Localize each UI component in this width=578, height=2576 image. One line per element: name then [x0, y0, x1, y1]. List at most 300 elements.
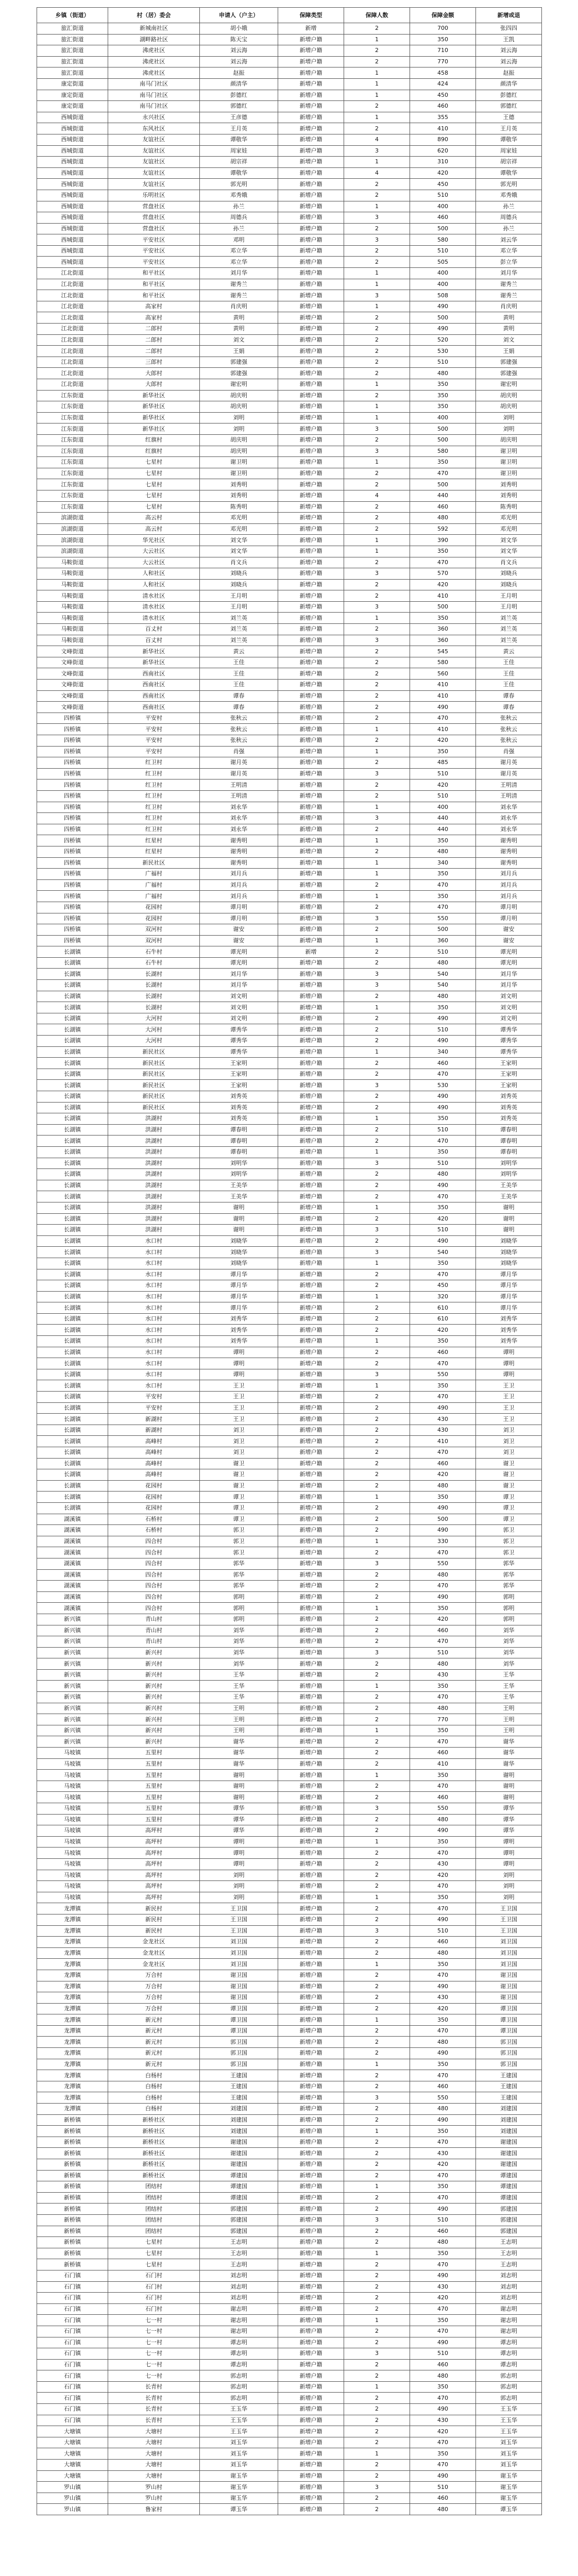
cell-change-note: 谢志明: [476, 2303, 542, 2315]
cell-applicant: 刘秀明: [200, 490, 278, 501]
cell-aid-amount: 360: [410, 635, 476, 646]
cell-township: 长湖镇: [37, 1080, 108, 1091]
cell-aid-type: 新增户籍: [278, 1614, 344, 1625]
cell-aid-type: 新增户籍: [278, 145, 344, 157]
cell-applicant: 王佳: [200, 657, 278, 668]
cell-change-note: 刘志明: [476, 2270, 542, 2281]
cell-change-note: 谭建国: [476, 2170, 542, 2181]
cell-aid-amount: 390: [410, 535, 476, 546]
cell-township: 大塘镇: [37, 2448, 108, 2460]
column-header-aid-persons: 保障人数: [344, 8, 410, 23]
cell-village: 水口村: [108, 1291, 200, 1302]
cell-aid-type: 新增户籍: [278, 2381, 344, 2393]
cell-aid-persons: 1: [344, 1892, 410, 1903]
cell-aid-type: 新增户籍: [278, 613, 344, 624]
cell-township: 湖溪镇: [37, 1525, 108, 1536]
cell-township: 马鞍街道: [37, 624, 108, 635]
cell-change-note: 孙兰: [476, 223, 542, 234]
cell-township: 新兴镇: [37, 1625, 108, 1636]
cell-applicant: 刘文华: [200, 546, 278, 557]
table-row: [37, 468, 542, 479]
cell-applicant: 谭卫: [200, 1502, 278, 1514]
cell-aid-persons: 2: [344, 257, 410, 268]
cell-aid-type: 新增户籍: [278, 1725, 344, 1736]
cell-aid-amount: 440: [410, 813, 476, 824]
cell-change-note: 郭卫: [476, 1525, 542, 1536]
cell-aid-amount: 420: [410, 735, 476, 747]
cell-aid-persons: 3: [344, 1080, 410, 1091]
cell-village: 平安村: [108, 724, 200, 735]
cell-township: 龙潭镇: [37, 2059, 108, 2070]
cell-township: 长湖镇: [37, 1046, 108, 1058]
cell-aid-amount: 490: [410, 1036, 476, 1047]
table-row: [37, 902, 542, 913]
cell-village: 石牛村: [108, 946, 200, 958]
cell-applicant: 刘卫国: [200, 1959, 278, 1970]
cell-aid-amount: 470: [410, 902, 476, 913]
cell-village: 金龙社区: [108, 1937, 200, 1948]
cell-village: 沸虎社区: [108, 45, 200, 57]
cell-village: 长湖村: [108, 1002, 200, 1013]
cell-aid-type: 新增户籍: [278, 1191, 344, 1202]
cell-village: 和平社区: [108, 268, 200, 279]
cell-township: 长湖镇: [37, 1347, 108, 1358]
cell-aid-persons: 4: [344, 490, 410, 501]
table-row: [37, 2181, 542, 2193]
cell-aid-persons: 2: [344, 2170, 410, 2181]
cell-aid-amount: 410: [410, 1436, 476, 1447]
cell-change-note: 谢建国: [476, 2137, 542, 2148]
cell-applicant: 刘志明: [200, 2281, 278, 2293]
cell-change-note: 刘文明: [476, 1002, 542, 1013]
cell-aid-type: 新增户籍: [278, 2504, 344, 2515]
cell-change-note: 郭明: [476, 1603, 542, 1614]
cell-applicant: 张秋云: [200, 713, 278, 724]
cell-applicant: 彭德红: [200, 90, 278, 101]
table-row: [37, 2359, 542, 2370]
cell-change-note: 谭春: [476, 690, 542, 702]
cell-change-note: 张秋云: [476, 713, 542, 724]
cell-township: 四桥镇: [37, 846, 108, 857]
cell-village: 乐明社区: [108, 190, 200, 201]
cell-aid-type: 新增户籍: [278, 2370, 344, 2382]
cell-applicant: 刘永华: [200, 802, 278, 813]
cell-aid-type: 新增户籍: [278, 2293, 344, 2304]
cell-change-note: 谢秀兰: [476, 290, 542, 301]
cell-aid-type: 新增: [278, 23, 344, 35]
cell-aid-type: 新增户籍: [278, 879, 344, 891]
table-row: [37, 535, 542, 546]
cell-aid-type: 新增户籍: [278, 2315, 344, 2326]
cell-aid-persons: 2: [344, 1136, 410, 1147]
cell-township: 马鞍街道: [37, 601, 108, 613]
cell-aid-type: 新增户籍: [278, 390, 344, 401]
cell-aid-persons: 2: [344, 1502, 410, 1514]
cell-village: 平安村: [108, 735, 200, 747]
cell-applicant: 郭建强: [200, 357, 278, 368]
cell-applicant: 刘明: [200, 412, 278, 423]
cell-village: 万合村: [108, 1992, 200, 2004]
cell-township: 龙潭镇: [37, 1981, 108, 1992]
cell-aid-persons: 3: [344, 913, 410, 924]
cell-village: 长青村: [108, 2404, 200, 2415]
cell-township: 龙潭镇: [37, 2070, 108, 2081]
cell-change-note: 刘明华: [476, 1169, 542, 1180]
cell-township: 江北街道: [37, 279, 108, 290]
table-row: [37, 1380, 542, 1392]
table-row: [37, 969, 542, 980]
cell-aid-persons: 3: [344, 1158, 410, 1169]
cell-township: 江北街道: [37, 379, 108, 391]
cell-aid-type: 新增户籍: [278, 1848, 344, 1859]
cell-aid-type: 新增户籍: [278, 2404, 344, 2415]
cell-aid-persons: 3: [344, 1225, 410, 1236]
cell-applicant: 郭志明: [200, 2393, 278, 2404]
cell-aid-amount: 580: [410, 657, 476, 668]
table-row: [37, 2404, 542, 2415]
cell-change-note: 谢明: [476, 1792, 542, 1803]
cell-applicant: 郭明: [200, 1591, 278, 1603]
cell-township: 江北街道: [37, 268, 108, 279]
table-row: [37, 1136, 542, 1147]
cell-change-note: 谢玉华: [476, 2482, 542, 2493]
column-header-village: 村（居）委会: [108, 8, 200, 23]
cell-aid-amount: 350: [410, 1492, 476, 1503]
table-row: [37, 1547, 542, 1558]
cell-aid-type: 新增户籍: [278, 557, 344, 568]
cell-aid-amount: 430: [410, 1992, 476, 2004]
cell-applicant: 谢安: [200, 924, 278, 936]
cell-change-note: 刘明: [476, 412, 542, 423]
cell-aid-type: 新增户籍: [278, 1247, 344, 1258]
cell-township: 四桥镇: [37, 857, 108, 869]
cell-village: 七一村: [108, 2326, 200, 2337]
cell-aid-amount: 350: [410, 34, 476, 45]
cell-aid-persons: 3: [344, 423, 410, 435]
cell-change-note: 郭建国: [476, 2226, 542, 2237]
cell-aid-persons: 1: [344, 90, 410, 101]
cell-village: 四合村: [108, 1603, 200, 1614]
cell-change-note: 谭光明: [476, 957, 542, 969]
cell-village: 洪湖村: [108, 1158, 200, 1169]
cell-aid-type: 新增户籍: [278, 179, 344, 190]
cell-change-note: 谭月明: [476, 913, 542, 924]
cell-aid-amount: 510: [410, 245, 476, 257]
cell-aid-persons: 2: [344, 1191, 410, 1202]
cell-aid-amount: 480: [410, 957, 476, 969]
cell-village: 新民社区: [108, 857, 200, 869]
cell-aid-type: 新增户籍: [278, 1792, 344, 1803]
cell-aid-amount: 400: [410, 201, 476, 212]
cell-change-note: 谭春明: [476, 1146, 542, 1158]
cell-village: 七星村: [108, 490, 200, 501]
cell-township: 西城街道: [37, 134, 108, 145]
cell-aid-persons: 2: [344, 357, 410, 368]
cell-aid-persons: 3: [344, 2214, 410, 2226]
cell-change-note: 王建国: [476, 2070, 542, 2081]
cell-applicant: 刘月兵: [200, 879, 278, 891]
cell-aid-persons: 2: [344, 2415, 410, 2426]
cell-village: 青山村: [108, 1625, 200, 1636]
cell-village: 七星村: [108, 2259, 200, 2270]
cell-applicant: 刘明: [200, 423, 278, 435]
cell-village: 大云社区: [108, 546, 200, 557]
cell-change-note: 郭光明: [476, 179, 542, 190]
cell-aid-persons: 2: [344, 468, 410, 479]
table-row: [37, 45, 542, 57]
cell-aid-persons: 3: [344, 446, 410, 457]
cell-applicant: 刘建国: [200, 2126, 278, 2137]
cell-aid-type: 新增户籍: [278, 1703, 344, 1714]
cell-applicant: 刘明: [200, 1892, 278, 1903]
cell-aid-type: 新增户籍: [278, 546, 344, 557]
cell-aid-persons: 2: [344, 2259, 410, 2270]
cell-applicant: 刘秀明: [200, 479, 278, 490]
cell-township: 石门镇: [37, 2326, 108, 2337]
cell-aid-persons: 1: [344, 746, 410, 757]
cell-aid-persons: 2: [344, 2070, 410, 2081]
cell-aid-type: 新增户籍: [278, 357, 344, 368]
cell-aid-amount: 470: [410, 2326, 476, 2337]
cell-aid-persons: 2: [344, 2192, 410, 2204]
cell-aid-amount: 350: [410, 2381, 476, 2393]
cell-aid-amount: 420: [410, 167, 476, 179]
table-row: [37, 579, 542, 590]
cell-aid-amount: 350: [410, 1770, 476, 1781]
cell-change-note: 谭玉华: [476, 2504, 542, 2515]
cell-change-note: 王月明: [476, 590, 542, 602]
table-row: [37, 1658, 542, 1670]
cell-change-note: 王凯: [476, 34, 542, 45]
cell-township: 长湖镇: [37, 1414, 108, 1425]
cell-change-note: 郭德红: [476, 101, 542, 112]
cell-applicant: 谭华: [200, 1814, 278, 1825]
cell-township: 新兴镇: [37, 1636, 108, 1648]
cell-aid-amount: 470: [410, 1136, 476, 1147]
cell-aid-amount: 490: [410, 1825, 476, 1837]
cell-applicant: 谢秀明: [200, 835, 278, 846]
cell-applicant: 黄云: [200, 646, 278, 657]
cell-aid-persons: 2: [344, 1392, 410, 1403]
cell-aid-type: 新增户籍: [278, 1692, 344, 1703]
table-row: [37, 2204, 542, 2215]
cell-village: 四合村: [108, 1547, 200, 1558]
cell-aid-persons: 2: [344, 1825, 410, 1837]
cell-aid-type: 新增户籍: [278, 2460, 344, 2471]
cell-aid-type: 新增户籍: [278, 2226, 344, 2237]
cell-applicant: 黄明: [200, 324, 278, 335]
cell-change-note: 王家明: [476, 1058, 542, 1069]
cell-village: 七星村: [108, 2237, 200, 2248]
cell-aid-type: 新增户籍: [278, 991, 344, 1002]
cell-township: 西城街道: [37, 190, 108, 201]
cell-aid-type: 新增户籍: [278, 1770, 344, 1781]
cell-aid-type: 新增户籍: [278, 1069, 344, 1080]
cell-aid-type: 新增户籍: [278, 324, 344, 335]
cell-change-note: 谢宏明: [476, 379, 542, 391]
cell-change-note: 郭志明: [476, 2381, 542, 2393]
cell-aid-type: 新增户籍: [278, 1225, 344, 1236]
cell-aid-persons: 2: [344, 1814, 410, 1825]
cell-aid-amount: 480: [410, 2104, 476, 2115]
cell-aid-amount: 460: [410, 101, 476, 112]
cell-aid-amount: 470: [410, 2303, 476, 2315]
cell-aid-type: 新增户籍: [278, 2114, 344, 2126]
cell-township: 湖溪镇: [37, 1591, 108, 1603]
cell-applicant: 邓立华: [200, 257, 278, 268]
cell-township: 长湖镇: [37, 1436, 108, 1447]
cell-applicant: 郭明: [200, 1614, 278, 1625]
cell-aid-amount: 340: [410, 1046, 476, 1058]
cell-aid-persons: 2: [344, 523, 410, 535]
cell-aid-persons: 2: [344, 2137, 410, 2148]
cell-township: 四桥镇: [37, 935, 108, 946]
cell-aid-type: 新增户籍: [278, 1870, 344, 1881]
cell-township: 马鞍街道: [37, 613, 108, 624]
cell-township: 石门镇: [37, 2303, 108, 2315]
cell-change-note: 胡庆明: [476, 390, 542, 401]
cell-aid-type: 新增户籍: [278, 2025, 344, 2037]
cell-aid-amount: 350: [410, 1113, 476, 1125]
cell-aid-amount: 490: [410, 1591, 476, 1603]
cell-township: 罗山镇: [37, 2504, 108, 2515]
cell-aid-persons: 1: [344, 268, 410, 279]
cell-village: 四合村: [108, 1536, 200, 1547]
cell-village: 花园村: [108, 1480, 200, 1492]
cell-township: 马坡镇: [37, 1814, 108, 1825]
cell-aid-persons: 2: [344, 312, 410, 324]
cell-aid-persons: 1: [344, 1603, 410, 1614]
table-row: [37, 635, 542, 646]
cell-aid-persons: 2: [344, 1124, 410, 1136]
table-row: [37, 1124, 542, 1136]
table-row: [37, 1803, 542, 1815]
table-row: [37, 412, 542, 423]
cell-township: 四桥镇: [37, 802, 108, 813]
cell-change-note: 刘明: [476, 1892, 542, 1903]
cell-aid-type: 新增户籍: [278, 590, 344, 602]
cell-applicant: 王明: [200, 1714, 278, 1725]
cell-aid-type: 新增户籍: [278, 1414, 344, 1425]
cell-township: 旅汇街道: [37, 34, 108, 45]
cell-aid-amount: 350: [410, 1681, 476, 1692]
cell-township: 西城街道: [37, 167, 108, 179]
table-row: [37, 1591, 542, 1603]
cell-aid-amount: 500: [410, 423, 476, 435]
cell-change-note: 谭卫: [476, 1514, 542, 1525]
cell-township: 长湖镇: [37, 1124, 108, 1136]
cell-aid-amount: 460: [410, 501, 476, 513]
cell-aid-amount: 350: [410, 401, 476, 413]
cell-aid-persons: 2: [344, 2226, 410, 2237]
cell-township: 长湖镇: [37, 1280, 108, 1292]
table-row: [37, 1614, 542, 1625]
cell-aid-persons: 2: [344, 1714, 410, 1725]
cell-village: 沸虎社区: [108, 67, 200, 79]
table-row: [37, 1369, 542, 1380]
table-row: [37, 223, 542, 234]
cell-aid-type: 新增户籍: [278, 1736, 344, 1748]
cell-change-note: 刘秀英: [476, 1102, 542, 1113]
cell-aid-persons: 2: [344, 501, 410, 513]
cell-village: 新湖村: [108, 1414, 200, 1425]
cell-aid-type: 新增户籍: [278, 724, 344, 735]
cell-aid-amount: 420: [410, 1870, 476, 1881]
cell-change-note: 王华: [476, 1669, 542, 1681]
cell-applicant: 王佳: [200, 680, 278, 691]
cell-change-note: 王明: [476, 1714, 542, 1725]
cell-applicant: 王家明: [200, 1058, 278, 1069]
cell-applicant: 孙兰: [200, 201, 278, 212]
cell-applicant: 谢明: [200, 1225, 278, 1236]
table-row: [37, 56, 542, 67]
table-row: [37, 523, 542, 535]
cell-applicant: 刘永华: [200, 824, 278, 835]
cell-change-note: 刘华: [476, 1647, 542, 1658]
cell-aid-type: 新增户籍: [278, 757, 344, 769]
cell-aid-type: 新增户籍: [278, 2493, 344, 2504]
cell-change-note: 刘卫: [476, 1425, 542, 1436]
cell-aid-persons: 2: [344, 1180, 410, 1191]
cell-aid-type: 新增户籍: [278, 234, 344, 246]
cell-aid-type: 新增户籍: [278, 802, 344, 813]
cell-aid-persons: 1: [344, 1959, 410, 1970]
cell-aid-type: 新增户籍: [278, 101, 344, 112]
cell-aid-persons: 1: [344, 2059, 410, 2070]
cell-change-note: 王志明: [476, 2237, 542, 2248]
cell-aid-amount: 480: [410, 2370, 476, 2382]
cell-aid-amount: 470: [410, 1547, 476, 1558]
cell-applicant: 刘秀英: [200, 1102, 278, 1113]
cell-village: 高家村: [108, 301, 200, 312]
cell-aid-persons: 1: [344, 802, 410, 813]
cell-aid-type: 新增户籍: [278, 624, 344, 635]
cell-aid-persons: 2: [344, 2281, 410, 2293]
cell-township: 罗山镇: [37, 2482, 108, 2493]
cell-applicant: 颜清华: [200, 78, 278, 90]
cell-aid-type: 新增户籍: [278, 2470, 344, 2482]
cell-change-note: 郭华: [476, 1569, 542, 1581]
cell-aid-amount: 710: [410, 45, 476, 57]
cell-township: 康定街道: [37, 101, 108, 112]
cell-applicant: 王月英: [200, 123, 278, 134]
cell-applicant: 谭光明: [200, 957, 278, 969]
cell-applicant: 谢华: [200, 1736, 278, 1748]
table-row: [37, 334, 542, 346]
cell-village: 洪湖村: [108, 1180, 200, 1191]
cell-village: 百丈村: [108, 635, 200, 646]
cell-village: 花园村: [108, 1502, 200, 1514]
cell-township: 四桥镇: [37, 913, 108, 924]
cell-applicant: 谢明: [200, 1213, 278, 1225]
cell-change-note: 刘晓华: [476, 1247, 542, 1258]
cell-township: 江北街道: [37, 357, 108, 368]
cell-aid-type: 新增户籍: [278, 1291, 344, 1302]
cell-village: 大河村: [108, 1024, 200, 1036]
cell-aid-persons: 2: [344, 1992, 410, 2004]
cell-aid-type: 新增户籍: [278, 2415, 344, 2426]
cell-aid-persons: 2: [344, 1881, 410, 1892]
cell-aid-persons: 2: [344, 1848, 410, 1859]
cell-aid-type: 新增户籍: [278, 1091, 344, 1103]
cell-aid-type: 新增户籍: [278, 2281, 344, 2293]
cell-aid-persons: 2: [344, 1636, 410, 1648]
cell-applicant: 郭建国: [200, 2226, 278, 2237]
cell-applicant: 刘永华: [200, 813, 278, 824]
table-row: [37, 624, 542, 635]
table-row: [37, 2003, 542, 2014]
cell-applicant: 郭建强: [200, 368, 278, 379]
